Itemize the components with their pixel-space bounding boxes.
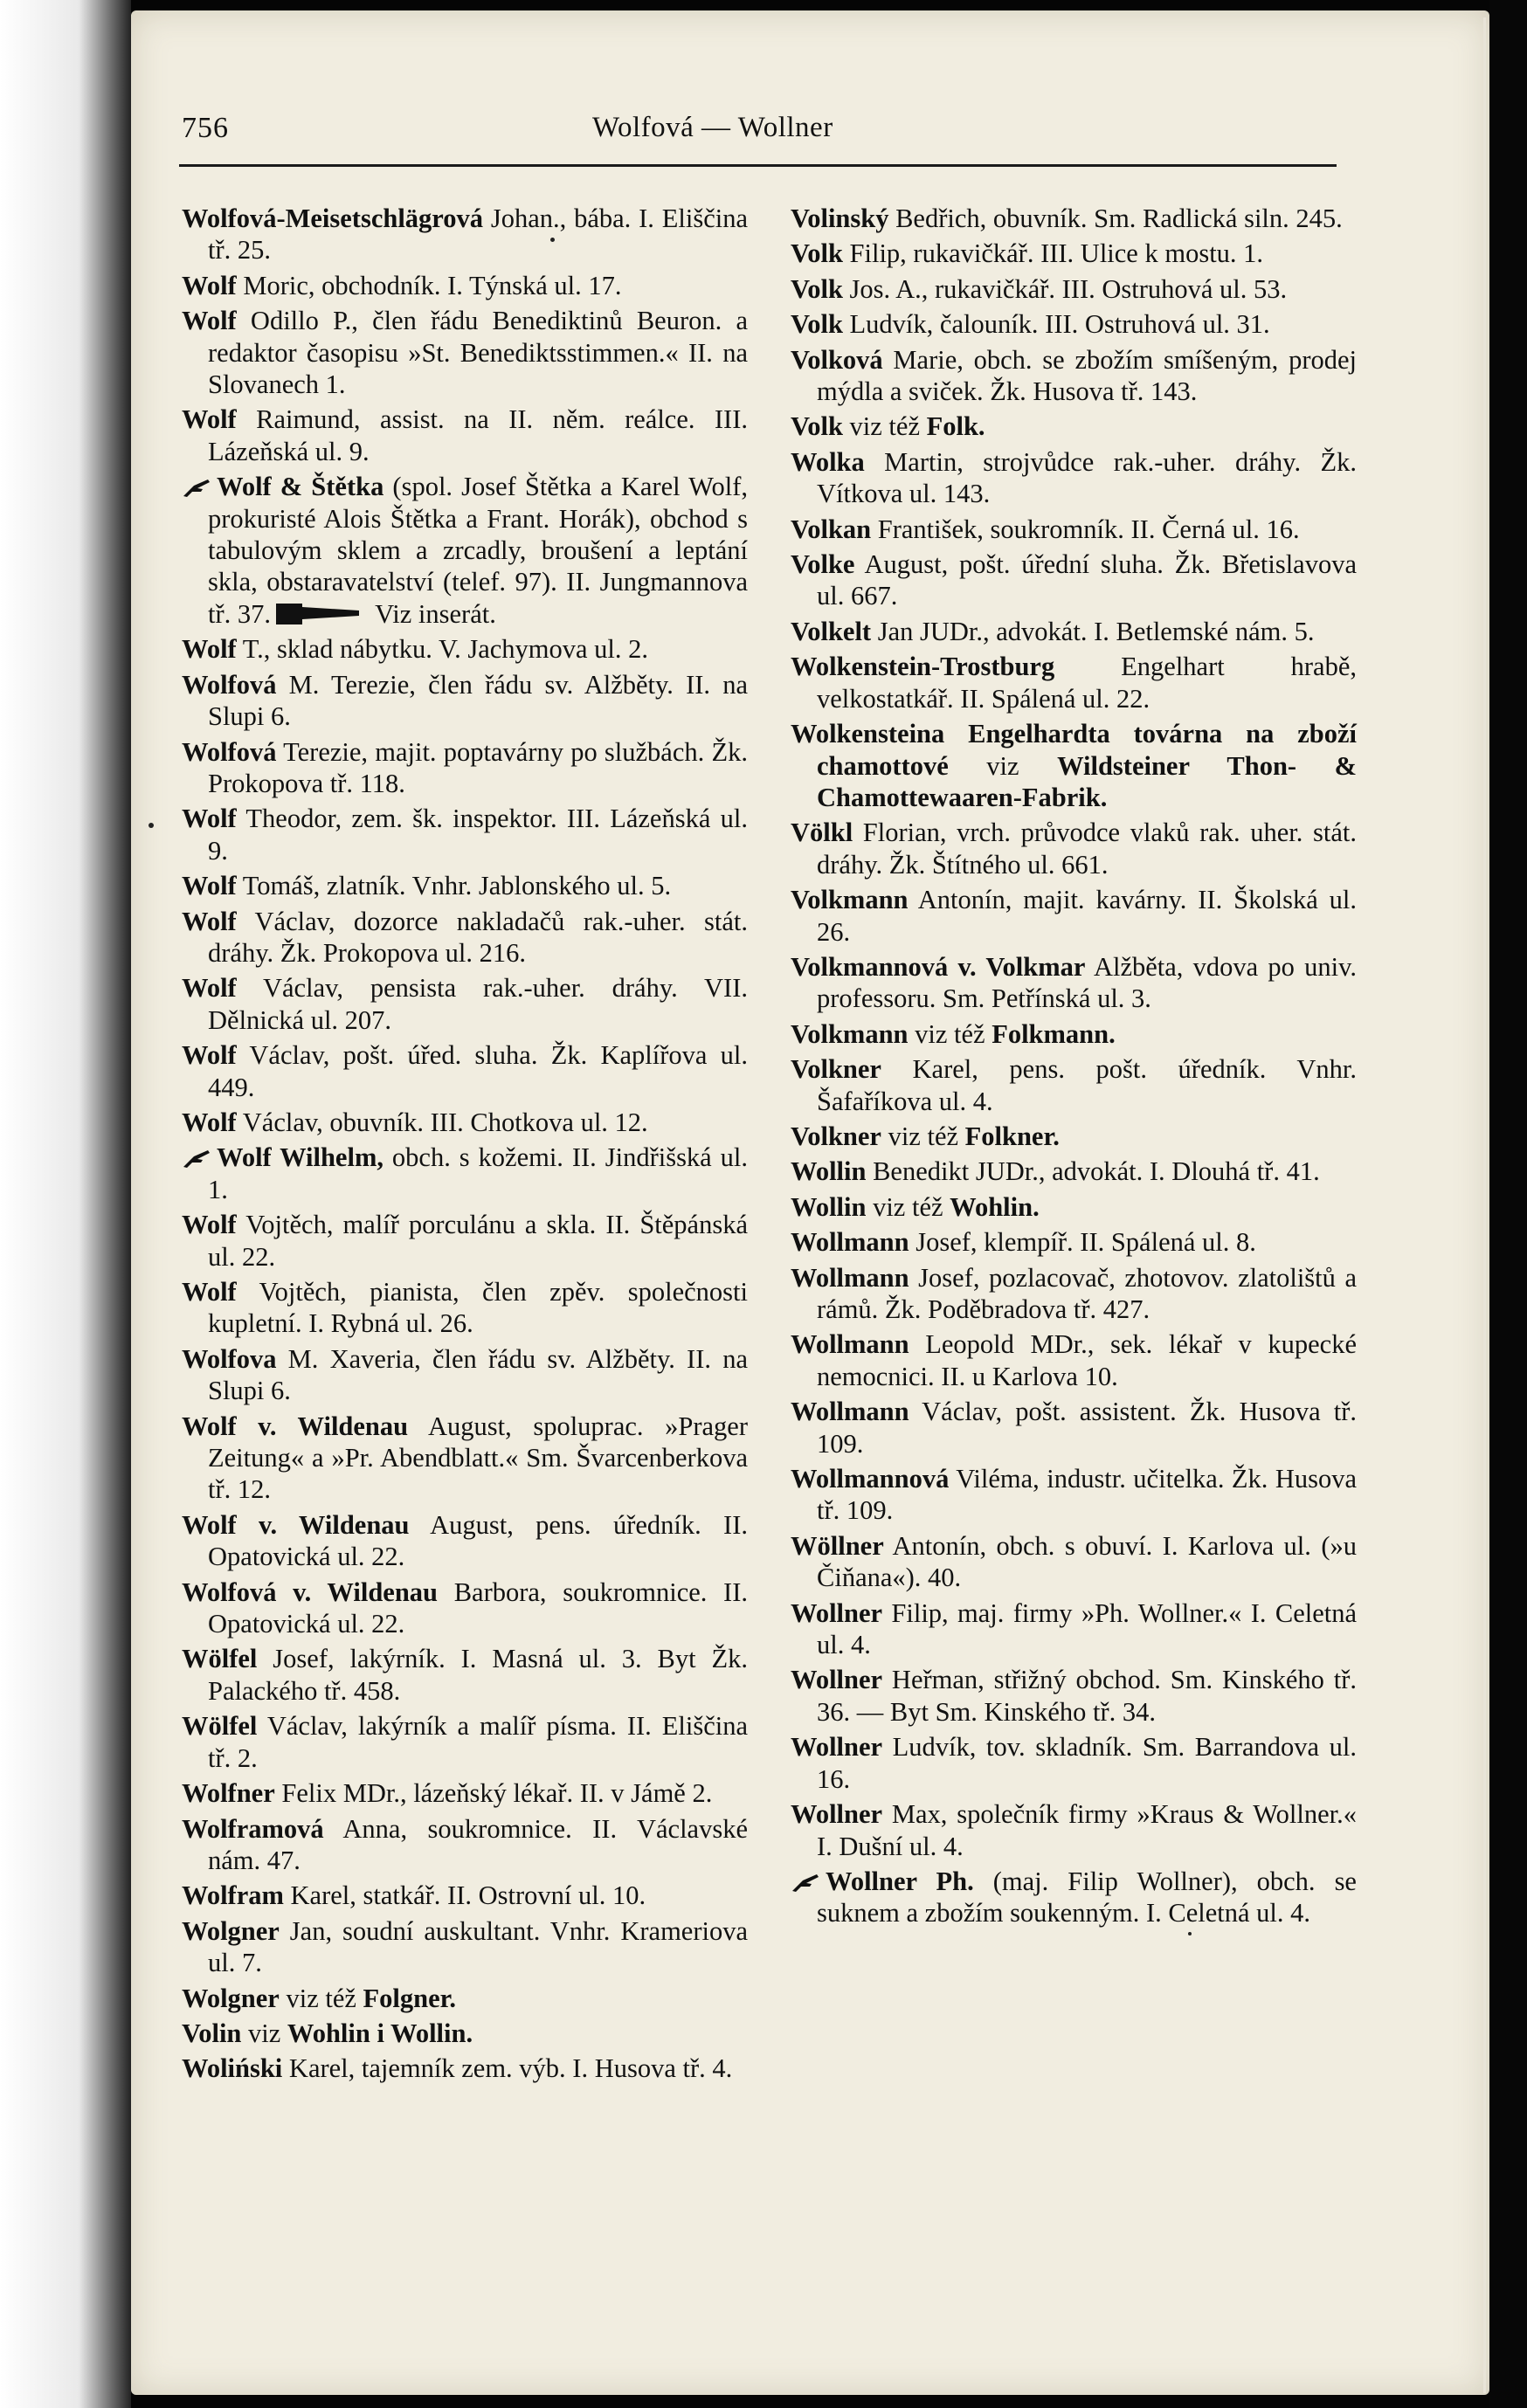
entry-text: Felix MDr., lázeňský lékař. II. v Jámě 2. — [274, 1778, 713, 1809]
entry-headword: Wolfram — [182, 1880, 284, 1911]
directory-entry — [182, 633, 748, 665]
directory-entry — [791, 1018, 1357, 1050]
entry-cross-reference: Folkner. — [964, 1121, 1060, 1151]
entry-headword: Wolfner — [182, 1778, 275, 1809]
page-edge-line — [1483, 17, 1486, 2393]
entry-text: Terezie, majit. poptavárny po službách. Žk. Prokopova tř. 118. — [208, 736, 748, 798]
entry-text: Filip, rukavičkář. III. Ulice k mostu. 1. — [842, 238, 1264, 269]
entry-headword: Wollner Ph. — [826, 1866, 974, 1896]
directory-entry — [182, 1411, 748, 1506]
entry-cross-reference: Wohlin i Wollin. — [287, 2018, 473, 2048]
directory-entry — [182, 736, 748, 800]
directory-entry — [791, 273, 1357, 305]
ink-speck — [550, 238, 555, 242]
directory-entry — [791, 514, 1357, 545]
entry-text: T., sklad nábytku. V. Jachymova ul. 2. — [236, 634, 649, 665]
directory-entry — [182, 305, 748, 400]
entry-headword: Wollmann — [791, 1227, 909, 1258]
entry-text: Bedřich, obuvník. Sm. Radlická siln. 245. — [888, 204, 1343, 233]
entry-text: Václav, pensista rak.-uher. dráhy. VII. Dělnická ul. 207. — [208, 973, 748, 1035]
directory-entry — [791, 651, 1357, 714]
entry-headword: Volkner — [791, 1121, 881, 1151]
entry-text: Odillo P., člen řádu Benediktinů Beuron. a redaktor časopisu »St. Benediktsstimmen.« II. na Slovanech 1. — [208, 306, 748, 400]
entry-headword: Wolf — [182, 404, 237, 435]
entry-headword: Volk — [791, 411, 843, 442]
directory-entry — [182, 906, 748, 969]
entry-headword: Wollmannová — [791, 1464, 950, 1494]
directory-entry — [182, 1209, 748, 1273]
entry-headword: Volkmannová v. Volkmar — [791, 951, 1086, 982]
directory-entry — [791, 1866, 1357, 1929]
entry-text: August, spoluprac. »Prager Zeitung« a »Pr. Abendblatt.« Sm. Švarcenberkova tř. 12. — [208, 1411, 748, 1505]
directory-entry — [791, 1798, 1357, 1862]
pointing-hand-icon — [182, 477, 211, 498]
running-header — [182, 105, 1335, 157]
entry-headword: Wolf — [182, 906, 237, 936]
directory-entry — [791, 446, 1357, 510]
entry-cross-reference: Folgner. — [363, 1983, 456, 2013]
directory-entry — [791, 1664, 1357, 1728]
entry-headword: Wolfová — [182, 669, 277, 700]
directory-entry — [791, 616, 1357, 647]
directory-entry — [791, 1396, 1357, 1459]
directory-entry — [791, 1597, 1357, 1661]
entry-text: (maj. Filip Wollner), obch. se suknem a zbožím soukenným. I. Celetná ul. 4. — [817, 1866, 1357, 1928]
entry-headword: Wolfová — [182, 736, 277, 767]
directory-entry — [791, 1731, 1357, 1795]
directory-entry — [182, 2018, 748, 2049]
directory-entry — [182, 471, 748, 630]
directory-entry — [791, 884, 1357, 948]
directory-entry — [791, 718, 1357, 813]
entry-headword: Wolf — [182, 1107, 237, 1137]
entry-text: viz též — [279, 1983, 363, 2013]
entry-text: Václav, lakýrník a malíř písma. II. Eliščina tř. 2. — [208, 1711, 748, 1773]
directory-entry — [182, 1643, 748, 1707]
entry-headword: Wolgner — [182, 1983, 280, 2013]
entry-text: Václav, dozorce nakladačů rak.-uher. stát. dráhy. Žk. Prokopova ul. 216. — [208, 906, 748, 968]
entry-headword: Wolf — [182, 270, 237, 300]
entry-text: viz též — [866, 1191, 950, 1222]
directory-entry — [791, 1463, 1357, 1527]
entry-text: Barbora, soukromnice. II. Opatovická ul. 22. — [208, 1577, 748, 1639]
entry-cross-reference: Wildsteiner Thon- & Chamottewaaren-Fabrik. — [817, 750, 1357, 812]
entry-headword: Wolkensteina Engelhardta továrna na zboží chamottové — [791, 719, 1357, 781]
entry-text: František, soukromník. II. Černá ul. 16. — [871, 514, 1300, 544]
directory-entry — [791, 344, 1357, 408]
entry-text: Antonín, majit. kavárny. II. Školská ul. 26. — [817, 885, 1357, 947]
entry-text: Florian, vrch. průvodce vlaků rak. uher. stát. dráhy. Žk. Štítného ul. 661. — [817, 818, 1357, 880]
entry-headword: Wollmann — [791, 1262, 909, 1293]
entry-headword: Wolfová v. Wildenau — [182, 1577, 439, 1607]
entry-reference: Viz inserát. — [369, 598, 496, 629]
left-column — [182, 203, 748, 2088]
directory-entry — [791, 1191, 1357, 1223]
entry-text: viz — [241, 2018, 287, 2048]
directory-entry — [791, 1053, 1357, 1117]
entry-text: Ludvík, čalouník. III. Ostruhová ul. 31. — [842, 309, 1270, 340]
directory-entry — [182, 2053, 748, 2084]
entry-text: Marie, obch. se zbožím smíšeným, prodej mýdla a sviček. Žk. Husova tř. 143. — [817, 344, 1357, 407]
entry-headword: Volk — [791, 273, 843, 304]
directory-entry — [791, 308, 1357, 340]
entry-text: Karel, pens. pošt. úředník. Vnhr. Šafaříkova ul. 4. — [817, 1054, 1357, 1116]
entry-headword: Wollin — [791, 1191, 867, 1222]
entry-text: M. Xaveria, člen řádu sv. Alžběty. II. na Slupi 6. — [208, 1343, 748, 1406]
entry-headword: Volkmann — [791, 1018, 909, 1049]
entry-text: August, pošt. úřední sluha. Žk. Břetislavova ul. 667. — [817, 549, 1357, 611]
entry-text: Jan JUDr., advokát. I. Betlemské nám. 5. — [871, 616, 1315, 646]
ink-speck — [149, 823, 154, 828]
entry-text: Karel, tajemník zem. výb. I. Husova tř. 4. — [282, 2053, 733, 2084]
directory-entry — [182, 1710, 748, 1774]
directory-entry — [182, 1142, 748, 1205]
directory-entry — [182, 1276, 748, 1340]
directory-entry — [182, 870, 748, 901]
entry-cross-reference: Folk. — [926, 411, 985, 442]
entry-headword: Volkmann — [791, 885, 909, 915]
entry-text: viz též — [881, 1121, 965, 1151]
entry-text: Raimund, assist. na II. něm. reálce. III. Lázeňská ul. 9. — [208, 404, 748, 466]
entry-text: Alžběta, vdova po univ. professoru. Sm. Petřínská ul. 3. — [817, 951, 1357, 1014]
directory-entry — [182, 270, 748, 301]
directory-entry — [182, 203, 748, 266]
entry-text: Theodor, zem. šk. inspektor. III. Lázeňská ul. 9. — [208, 804, 748, 866]
entry-text: Leopold MDr., sek. lékař v kupecké nemocnici. II. u Karlova 10. — [817, 1329, 1357, 1391]
entry-text: Tomáš, zlatník. Vnhr. Jablonského ul. 5. — [236, 871, 672, 901]
entry-text: Martin, strojvůdce rak.-uher. dráhy. Žk. Vítkova ul. 143. — [817, 446, 1357, 509]
entry-headword: Wolkenstein-Trostburg — [791, 652, 1055, 682]
right-column — [791, 203, 1357, 1933]
entry-headword: Wollner — [791, 1597, 883, 1628]
directory-entry — [791, 238, 1357, 269]
directory-entry — [791, 817, 1357, 880]
left-margin-strip — [0, 0, 131, 2408]
entry-headword: Woliński — [182, 2053, 283, 2084]
entry-text: obch. s kožemi. II. Jindřišská ul. 1. — [208, 1142, 748, 1204]
entry-text: Filip, maj. firmy »Ph. Wollner.« I. Celetná ul. 4. — [817, 1597, 1357, 1660]
page-title: Wolfová — Wollner — [592, 112, 833, 143]
entry-text: Ludvík, tov. skladník. Sm. Barrandova ul. 16. — [817, 1732, 1357, 1794]
directory-entry — [791, 1262, 1357, 1326]
entry-headword: Wolf — [182, 306, 237, 336]
entry-headword: Wolf — [182, 1277, 237, 1307]
entry-text: M. Terezie, člen řádu sv. Alžběty. II. na Slupi 6. — [208, 669, 748, 732]
entry-headword: Wolf — [182, 973, 237, 1004]
directory-entry — [182, 1509, 748, 1573]
entry-text: Václav, pošt. assistent. Žk. Husova tř. 109. — [817, 1397, 1357, 1459]
directory-entry — [182, 1577, 748, 1640]
entry-text: Max, společník firmy »Kraus & Wollner.« I. Dušní ul. 4. — [817, 1799, 1357, 1861]
pointing-finger-icon — [276, 600, 363, 628]
directory-entry — [791, 411, 1357, 442]
entry-headword: Wolf Wilhelm, — [217, 1142, 383, 1173]
directory-entry — [182, 1813, 748, 1877]
pointing-hand-icon — [182, 1148, 211, 1169]
directory-entry — [182, 972, 748, 1036]
entry-headword: Wolf v. Wildenau — [182, 1509, 410, 1540]
entry-text: viz též — [842, 411, 927, 442]
entry-headword: Wolf — [182, 1210, 237, 1240]
entry-text: Engelhart hrabě, velkostatkář. II. Spálená ul. 22. — [817, 652, 1357, 714]
directory-entry — [791, 1156, 1357, 1187]
entry-text: Josef, lakýrník. I. Masná ul. 3. Byt Žk. Palackého tř. 458. — [208, 1644, 748, 1706]
entry-headword: Wollmann — [791, 1397, 909, 1427]
directory-entry — [182, 669, 748, 733]
entry-headword: Wollner — [791, 1799, 883, 1830]
entry-headword: Wolf — [182, 804, 237, 834]
entry-text: viz též — [908, 1018, 992, 1049]
entry-headword: Volinský — [791, 204, 889, 233]
entry-headword: Wöllner — [791, 1530, 884, 1561]
entry-headword: Wolframová — [182, 1813, 324, 1844]
directory-entry — [182, 1039, 748, 1103]
page-number: 756 — [182, 112, 229, 144]
entry-headword: Wolfová-Meisetschlägrová — [182, 204, 484, 233]
entry-text: Benedikt JUDr., advokát. I. Dlouhá tř. 41. — [866, 1156, 1320, 1187]
right-margin-edge — [1489, 0, 1527, 2408]
entry-text: Josef, klempíř. II. Spálená ul. 8. — [909, 1227, 1256, 1258]
book-page — [131, 10, 1489, 2395]
directory-entry — [182, 1880, 748, 1911]
entry-headword: Volkelt — [791, 616, 872, 646]
entry-headword: Wolf — [182, 634, 237, 665]
directory-entry — [791, 549, 1357, 612]
entry-headword: Wolka — [791, 446, 865, 477]
directory-entry — [182, 1343, 748, 1407]
entry-cross-reference: Folkmann. — [992, 1018, 1116, 1049]
entry-text: Anna, soukromnice. II. Václavské nám. 47. — [208, 1813, 748, 1875]
entry-headword: Wölfel — [182, 1644, 258, 1674]
entry-text: Jos. A., rukavičkář. III. Ostruhová ul. 53. — [842, 273, 1288, 304]
entry-headword: Wölfel — [182, 1711, 258, 1742]
entry-text: viz — [948, 750, 1058, 781]
entry-text: Vojtěch, malíř porculánu a skla. II. Štěpánská ul. 22. — [208, 1210, 748, 1272]
entry-headword: Wolgner — [182, 1915, 280, 1946]
entry-headword: Wollmann — [791, 1329, 909, 1360]
entry-headword: Volk — [791, 309, 843, 340]
directory-entry — [182, 1107, 748, 1138]
directory-entry — [182, 1915, 748, 1979]
entry-text: Johan., bába. I. Eliščina tř. 25. — [208, 204, 748, 266]
directory-entry — [182, 404, 748, 467]
entry-headword: Volke — [791, 549, 855, 580]
directory-entry — [182, 1777, 748, 1809]
directory-entry — [791, 951, 1357, 1015]
pointing-hand-icon — [791, 1872, 820, 1893]
ink-speck — [1188, 1932, 1192, 1935]
directory-entry — [791, 203, 1357, 234]
entry-text: Václav, pošt. úřed. sluha. Žk. Kaplířova ul. 449. — [208, 1040, 748, 1102]
entry-headword: Volková — [791, 344, 883, 375]
entry-headword: Wolfova — [182, 1343, 277, 1374]
entry-headword: Wolf v. Wildenau — [182, 1411, 409, 1441]
entry-headword: Wollner — [791, 1665, 883, 1695]
entry-headword: Volkner — [791, 1054, 881, 1085]
entry-headword: Völkl — [791, 818, 853, 848]
directory-entry — [791, 1328, 1357, 1392]
header-rule — [179, 164, 1337, 167]
entry-text: Heřman, střižný obchod. Sm. Kinského tř. 36. — Byt Sm. Kinského tř. 34. — [817, 1665, 1357, 1727]
entry-headword: Volkan — [791, 514, 872, 544]
entry-text: Viléma, industr. učitelka. Žk. Husova tř. 109. — [817, 1464, 1357, 1526]
entry-text: Antonín, obch. s obuví. I. Karlova ul. (»u Čiňana«). 40. — [817, 1530, 1357, 1593]
directory-entry — [182, 803, 748, 866]
directory-entry — [791, 1121, 1357, 1152]
entry-text: Moric, obchodník. I. Týnská ul. 17. — [236, 270, 622, 300]
entry-headword: Wolf — [182, 1040, 237, 1071]
directory-entry — [791, 1530, 1357, 1594]
directory-entry — [182, 1983, 748, 2014]
entry-cross-reference: Wohlin. — [950, 1191, 1040, 1222]
entry-text: Karel, statkář. II. Ostrovní ul. 10. — [283, 1880, 646, 1911]
entry-text: Jan, soudní auskultant. Vnhr. Krameriova ul. 7. — [208, 1915, 748, 1978]
entry-headword: Wollner — [791, 1732, 883, 1763]
entry-text: August, pens. úředník. II. Opatovická ul. 22. — [208, 1509, 748, 1572]
entry-headword: Wollin — [791, 1156, 867, 1187]
entry-headword: Volin — [182, 2018, 242, 2048]
entry-text: Václav, obuvník. III. Chotkova ul. 12. — [236, 1107, 648, 1137]
entry-text: Vojtěch, pianista, člen zpěv. společnosti kupletní. I. Rybná ul. 26. — [208, 1277, 748, 1339]
directory-entry — [791, 1226, 1357, 1258]
entry-headword: Volk — [791, 238, 843, 269]
entry-text: Josef, pozlacovač, zhotovov. zlatolištů a rámů. Žk. Poděbradova tř. 427. — [817, 1262, 1357, 1324]
entry-text: (spol. Josef Štětka a Karel Wolf, prokuristé Alois Štětka a Frant. Horák), obchod s tabulovým sklem a zrcadly, broušení a leptání skla, obstaravatelství (telef. 97). II. Jungmannova tř. 37. — [208, 472, 748, 629]
entry-headword: Wolf & Štětka — [217, 472, 384, 502]
entry-headword: Wolf — [182, 871, 237, 901]
